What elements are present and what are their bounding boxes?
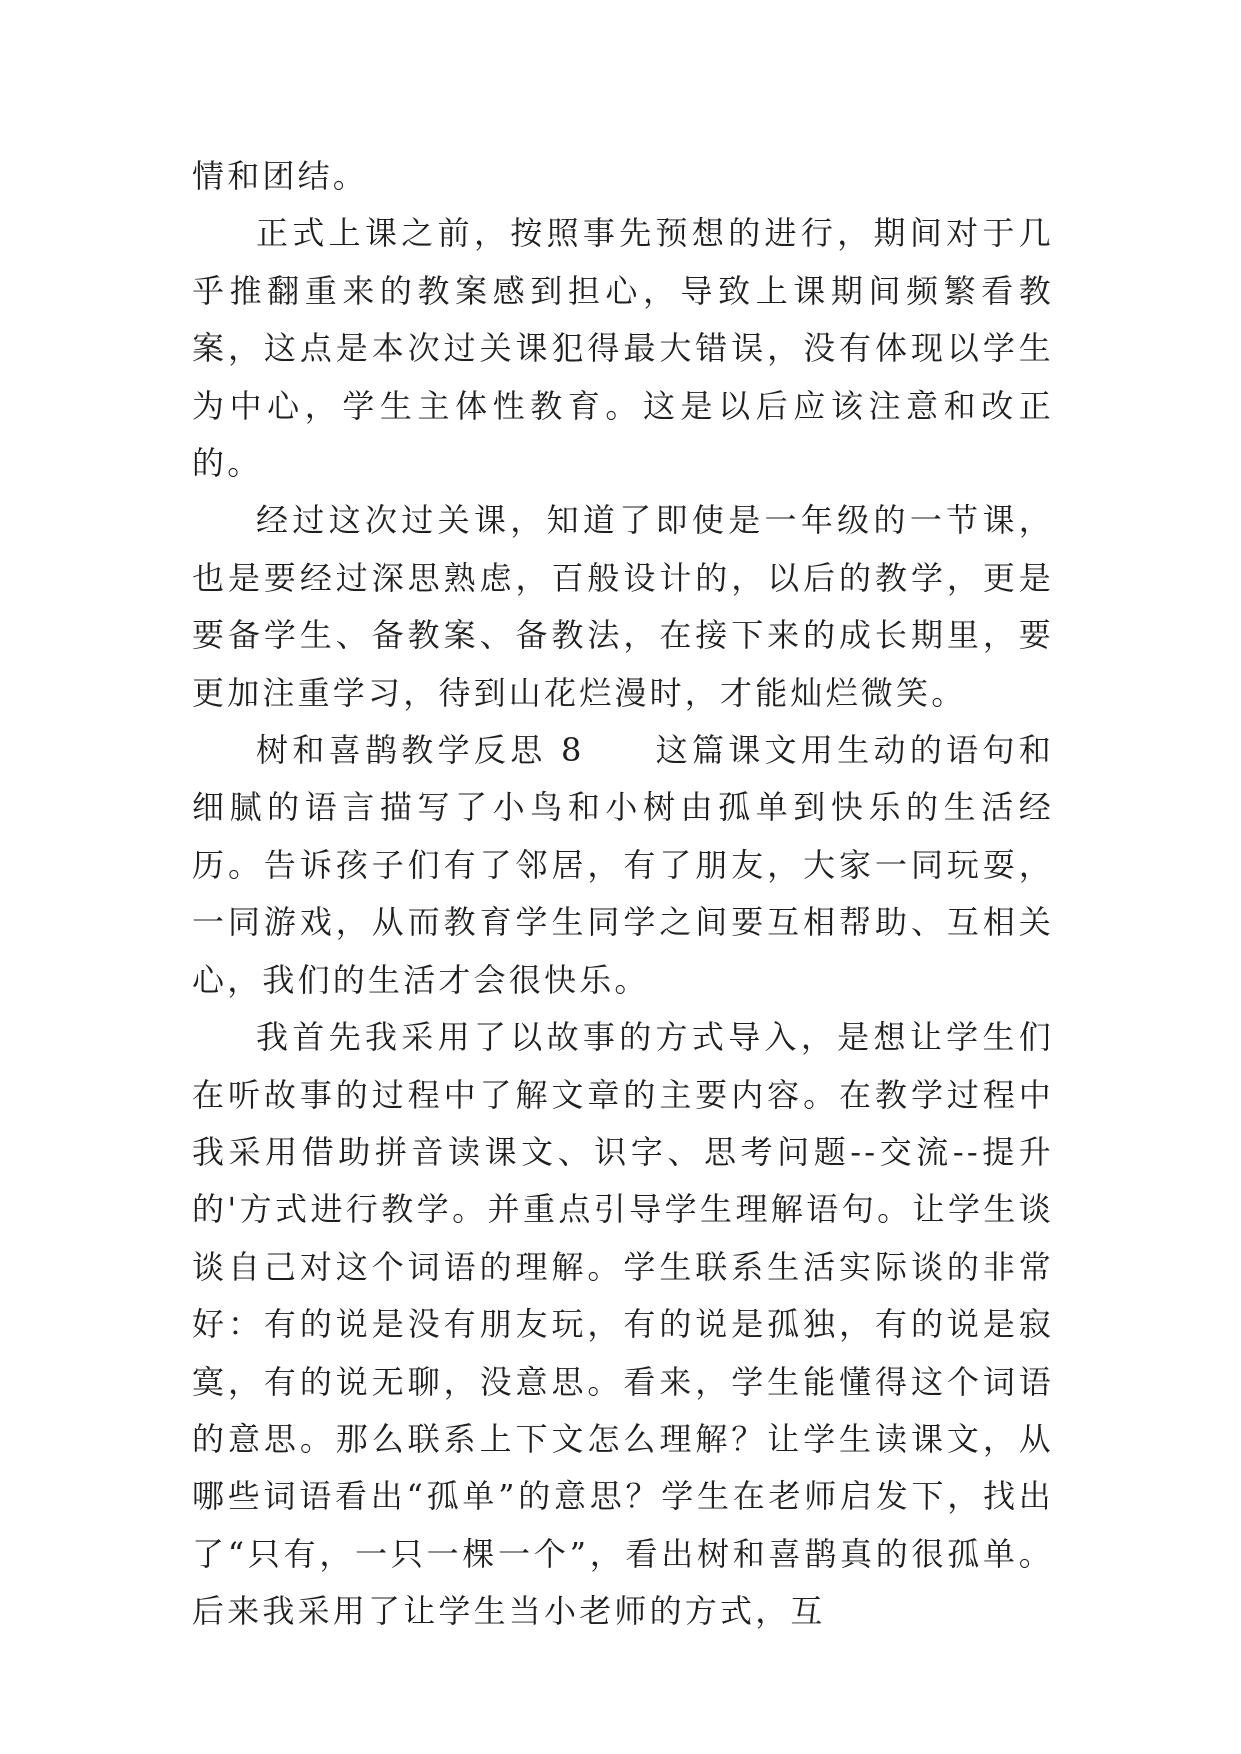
paragraph-2-text: 正式上课之前，按照事先预想的进行，期间对于几乎推翻重来的教案感到担心，导致上课期间频繁看教案，这点是本次过关课犯得最大错误，没有体现以学生为中心，学生主体性教育。这是以后应该注意和改正的。 (192, 214, 1054, 483)
paragraph-3 (192, 492, 1054, 722)
section-heading: 树和喜鹊教学反思 8 (256, 731, 585, 770)
paragraph-5-text: 我首先我采用了以故事的方式导入，是想让学生们在听故事的过程中了解文章的主要内容。在教学过程中我采用借助拼音读课文、识字、思考问题--交流--提升的'方式进行教学。并重点引导学生理解语句。让学生谈谈自己对这个词语的理解。学生联系生活实际谈的非常好：有的说是没有朋友玩，有的说是孤独，有的说是寂寞，有的说无聊，没意思。看来，学生能懂得这个词语的意思。那么联系上下文怎么理解？让学生读课文，从哪些词语看出“孤单”的意思？学生在老师启发下，找出了“只有，一只一棵一个”，看出树和喜鹊真的很孤单。后来我采用了让学生当小老师的方式，互 (192, 1018, 1054, 1631)
paragraph-1-text: 情和团结。 (192, 157, 369, 195)
paragraph-4 (192, 722, 1054, 1009)
paragraph-5 (192, 1009, 1054, 1640)
document-body (192, 148, 1054, 1641)
paragraph-1 (192, 148, 1054, 205)
paragraph-4-text: 这篇课文用生动的语句和细腻的语言描写了小鸟和小树由孤单到快乐的生活经历。告诉孩子们有了邻居，有了朋友，大家一同玩耍，一同游戏，从而教育学生同学之间要互相帮助、互相关心，我们的生活才会很快乐。 (192, 731, 1054, 999)
paragraph-2 (192, 205, 1054, 492)
paragraph-3-text: 经过这次过关课，知道了即使是一年级的一节课，也是要经过深思熟虑，百般设计的，以后的教学，更是要备学生、备教案、备教法，在接下来的成长期里，要更加注重学习，待到山花烂漫时，才能灿烂微笑。 (192, 501, 1054, 712)
